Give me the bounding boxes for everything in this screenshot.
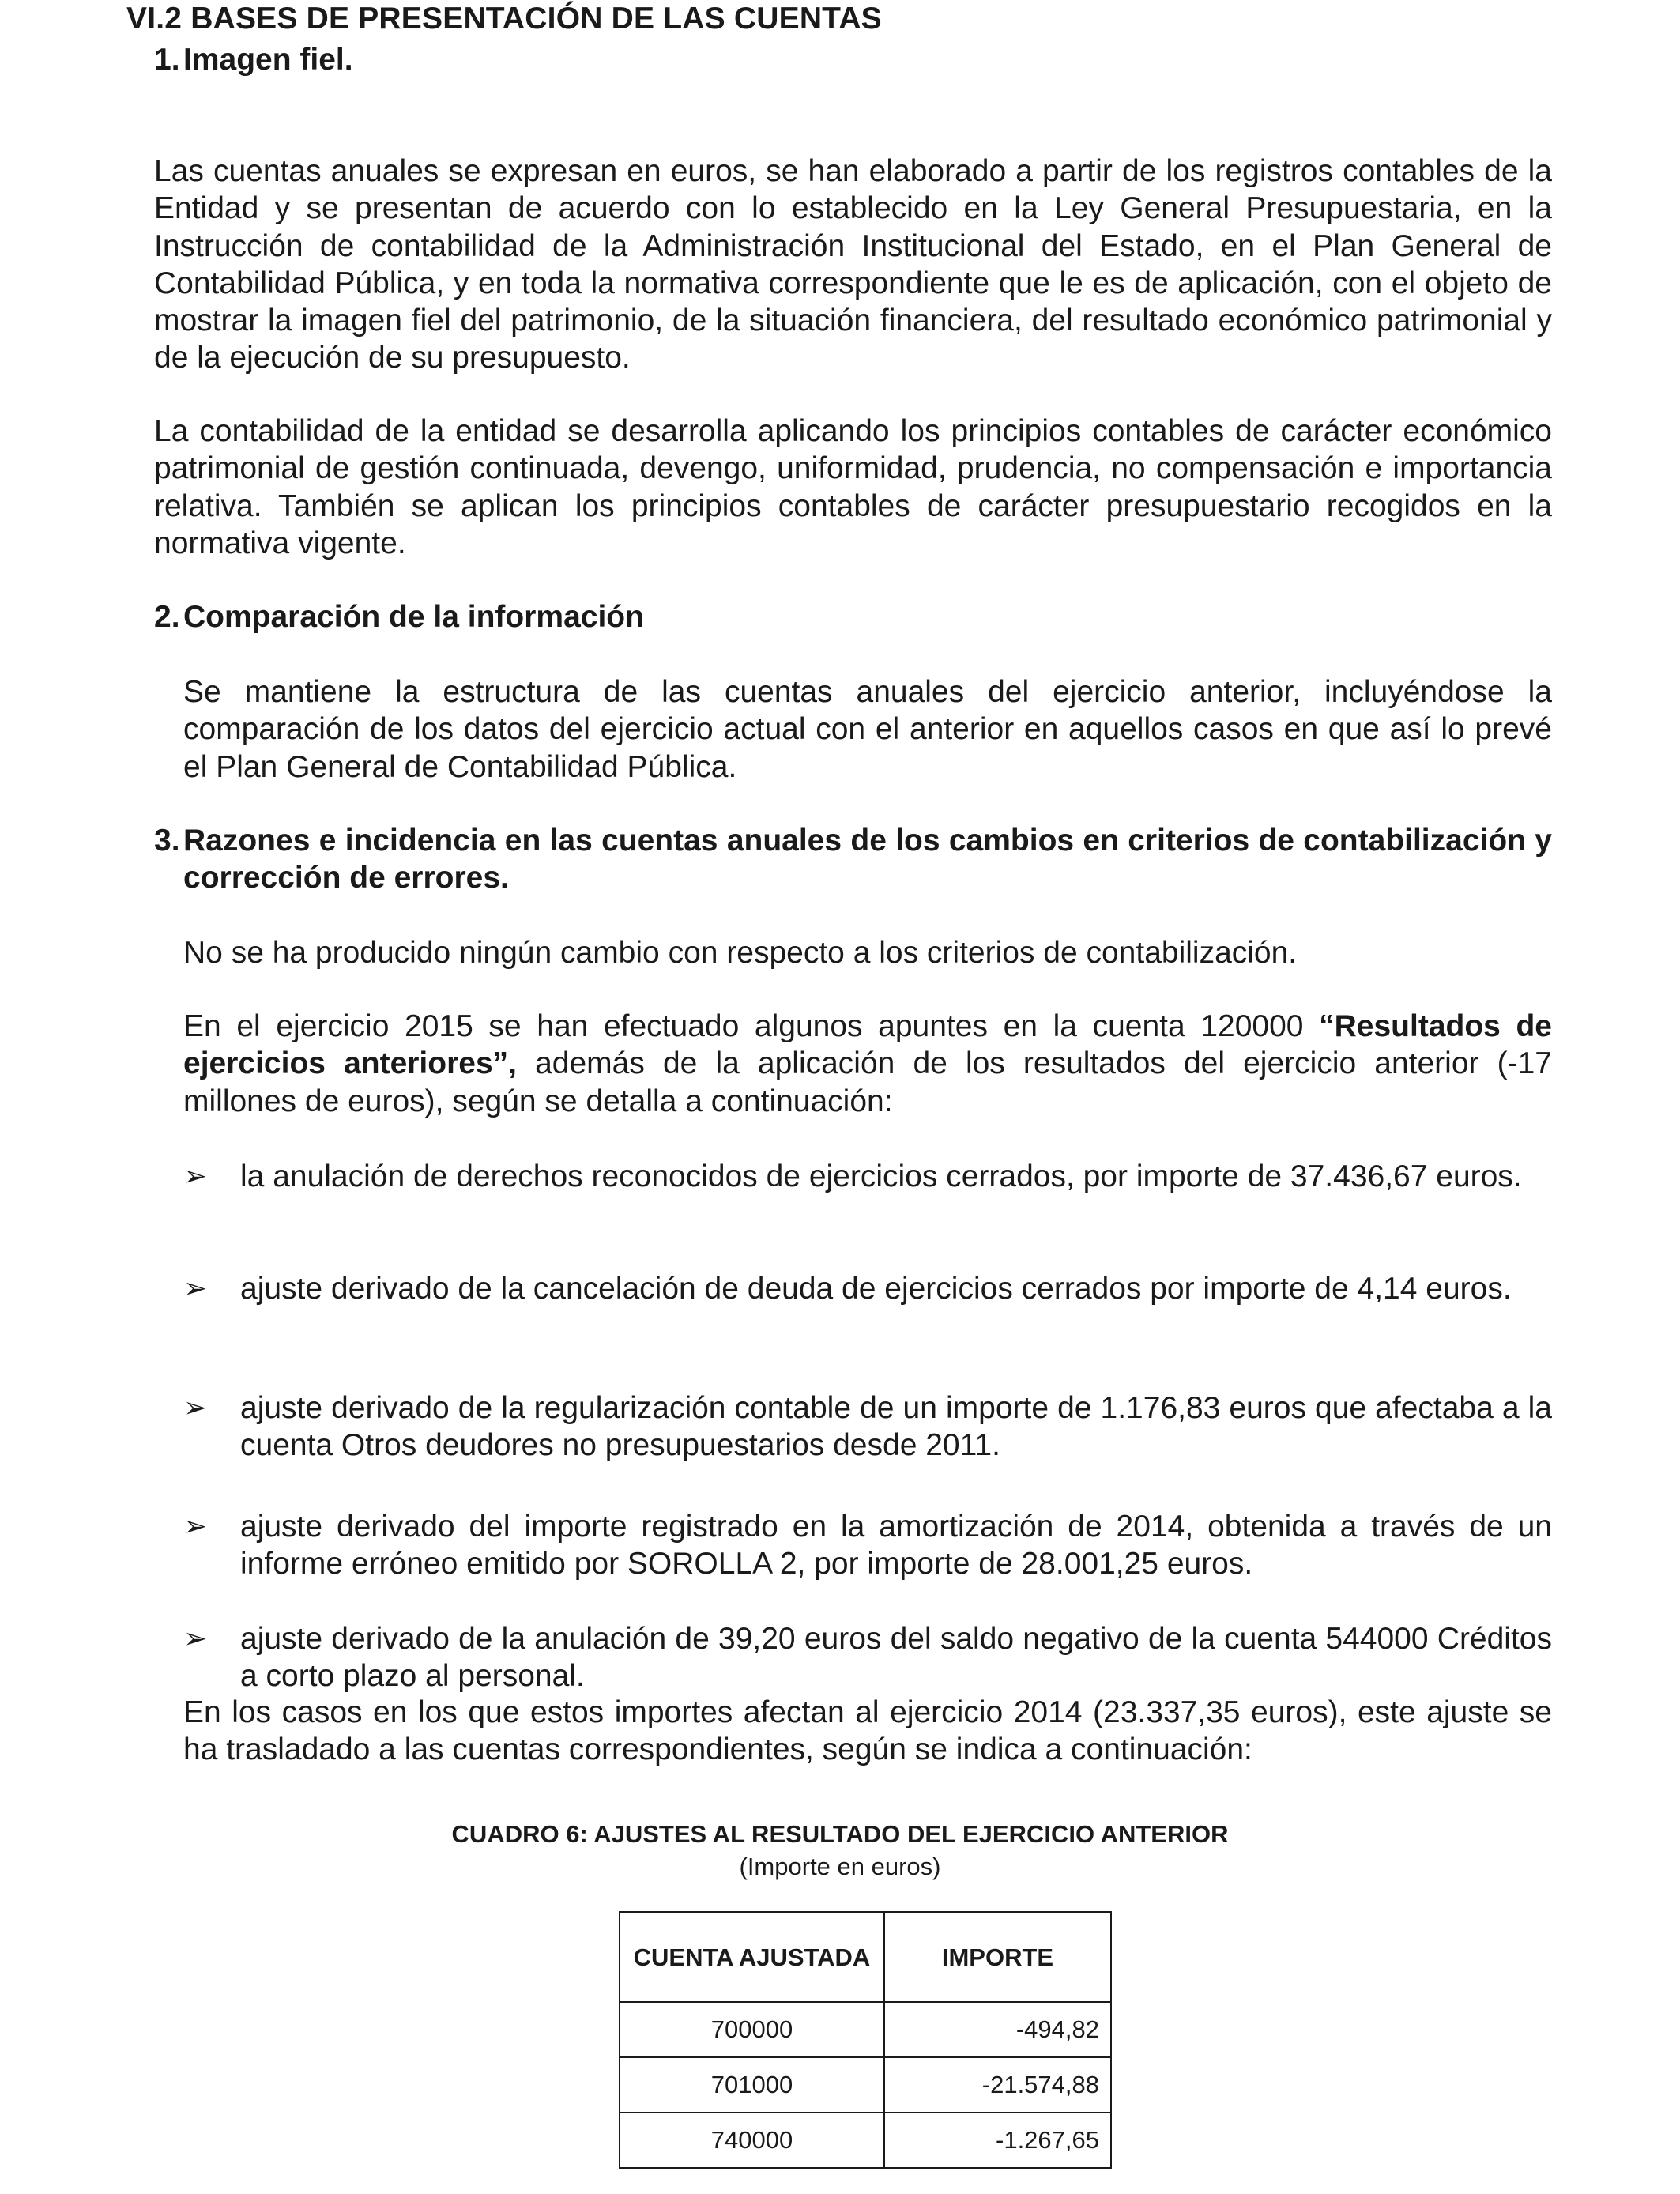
heading-number: 3. (154, 824, 180, 858)
intro-bold-text: “Resultados de ejercicios anteriores”, (183, 1009, 1552, 1081)
heading-text: Razones e incidencia en las cuentas anuales de los cambios en criterios de contabilización y corrección de errores. (183, 824, 1552, 895)
heading-number: 2. (154, 600, 180, 634)
table-title: CUADRO 6: AJUSTES AL RESULTADO DEL EJERCICIO ANTERIOR (451, 1820, 1229, 1848)
cell-importe: -1.267,65 (884, 2113, 1111, 2168)
cell-cuenta: 701000 (620, 2057, 884, 2113)
cell-cuenta: 740000 (620, 2113, 884, 2168)
heading-number: 1. (154, 43, 180, 77)
table-row (620, 2057, 1111, 2113)
adjustments-table (619, 1911, 1112, 2169)
paragraph-imagen-fiel-1: Las cuentas anuales se expresan en euros, se han elaborado a partir de los registros contables de la Entidad y se presentan de acuerdo con lo establecido en la Ley General Presupuestaria, en la Instrucción de contabilidad de la Administración Institucional del Estado, en el Plan General de Contabilidad Pública, y en toda la normativa correspondiente que le es de aplicación, con el objeto de mostrar la imagen fiel del patrimonio, de la situación financiera, del resultado económico patrimonial y de la ejecución de su presupuesto. (154, 154, 1552, 375)
cell-importe: -494,82 (884, 2002, 1111, 2057)
table-row (620, 2113, 1111, 2168)
heading-text: Comparación de la información (183, 600, 644, 634)
section-title: VI.2 BASES DE PRESENTACIÓN DE LAS CUENTAS (126, 2, 882, 36)
heading-text: Imagen fiel. (183, 43, 353, 77)
list-item-text: ajuste derivado de la regularización contable de un importe de 1.176,83 euros que afectaba a la cuenta Otros deudores no presupuestarios desde 2011. (240, 1391, 1552, 1463)
column-header-importe: IMPORTE (884, 1912, 1111, 2002)
column-header-cuenta: CUENTA AJUSTADA (620, 1912, 884, 2002)
paragraph-imagen-fiel-2: La contabilidad de la entidad se desarrolla aplicando los principios contables de carácter económico patrimonial de gestión continuada, devengo, uniformidad, prudencia, no compensación e importancia relativa. También se aplican los principios contables de carácter presupuestario recogidos en la normativa vigente. (154, 414, 1552, 560)
list-item-text: ajuste derivado de la cancelación de deuda de ejercicios cerrados por importe de 4,14 euros. (240, 1272, 1512, 1306)
list-item-text: ajuste derivado del importe registrado en la amortización de 2014, obtenida a través de un informe erróneo emitido por SOROLLA 2, por importe de 28.001,25 euros. (240, 1510, 1552, 1581)
list-item-text: ajuste derivado de la anulación de 39,20 euros del saldo negativo de la cuenta 544000 Créditos a corto plazo al personal. (240, 1622, 1552, 1694)
cell-cuenta: 700000 (620, 2002, 884, 2057)
heading-razones (154, 822, 1552, 897)
arrowhead-bullet-icon: ➢ (183, 1392, 208, 1424)
intro-text-after: además de la aplicación de los resultados del ejercicio anterior (-17 millones de euros), según se detalla a continuación: (183, 1046, 1552, 1118)
intro-text: En el ejercicio 2015 se han efectuado algunos apuntes en la cuenta 120000 (183, 1009, 1320, 1043)
arrowhead-bullet-icon: ➢ (183, 1510, 208, 1543)
paragraph-apuntes-cuenta (183, 1008, 1552, 1120)
arrowhead-bullet-icon: ➢ (183, 1623, 208, 1655)
paragraph-comparacion: Se mantiene la estructura de las cuentas anuales del ejercicio anterior, incluyéndose la comparación de los datos del ejercicio actual con el anterior en aquellos casos en que así lo prevé el Plan General de Contabilidad Pública. (183, 675, 1552, 784)
paragraph-closing: En los casos en los que estos importes afectan al ejercicio 2014 (23.337,35 euros), este ajuste se ha trasladado a las cuentas correspondientes, según se indica a continuación: (183, 1695, 1552, 1767)
table-header-row (620, 1912, 1111, 2002)
heading-comparacion (154, 598, 644, 635)
table-subtitle: (Importe en euros) (739, 1853, 941, 1880)
arrowhead-bullet-icon: ➢ (183, 1160, 208, 1193)
heading-imagen-fiel (154, 41, 353, 78)
table-row (620, 2002, 1111, 2057)
list-item-text: la anulación de derechos reconocidos de ejercicios cerrados, por importe de 37.436,67 euros. (240, 1159, 1522, 1193)
arrowhead-bullet-icon: ➢ (183, 1272, 208, 1305)
cell-importe: -21.574,88 (884, 2057, 1111, 2113)
paragraph-sin-cambios: No se ha producido ningún cambio con respecto a los criterios de contabilización. (183, 936, 1298, 970)
